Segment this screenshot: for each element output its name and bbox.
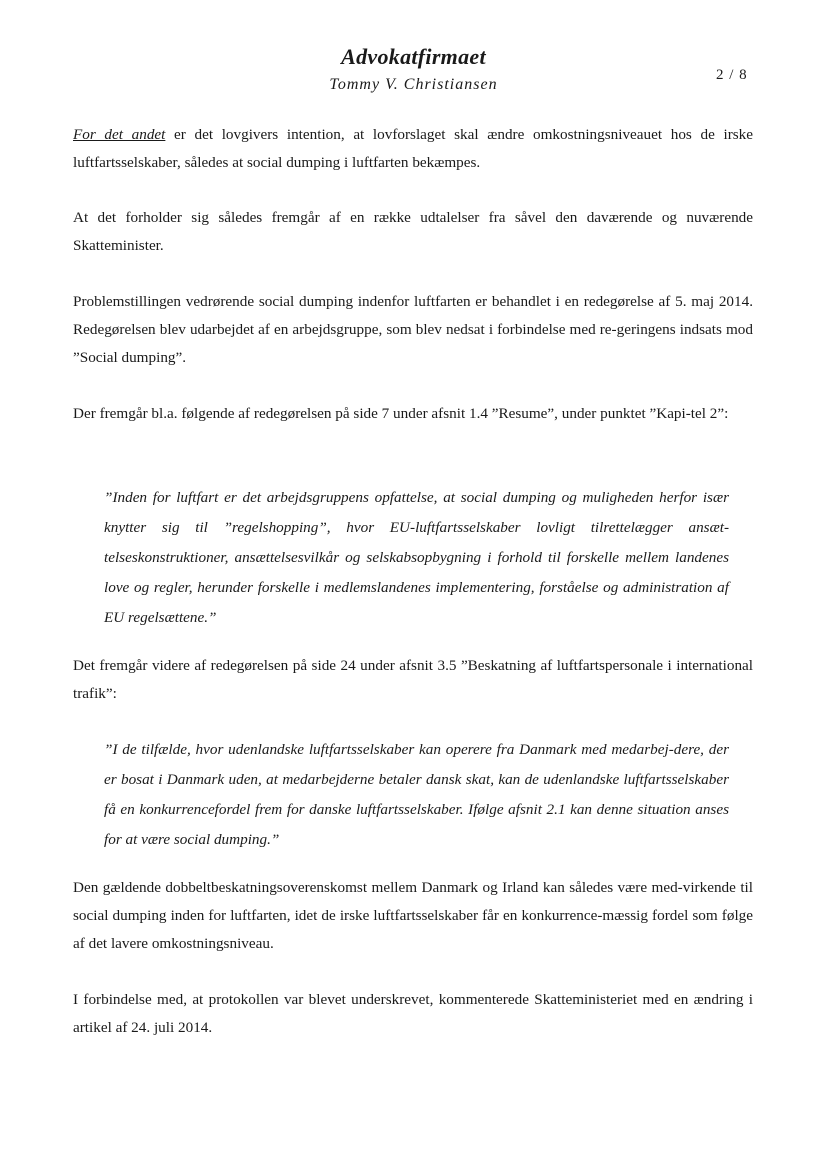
paragraph-3: Problemstillingen vedrørende social dumping indenfor luftfarten er behandlet i en redegørelse af 5. maj 2014. Redegørelsen blev udarbejdet af en arbejdsgruppe, som blev nedsat i forbindelse med re-geringens indsats mod ”Social dumping”. <box>73 293 753 366</box>
paragraph-1 <box>73 121 753 177</box>
paragraph-5: Det fremgår videre af redegørelsen på side 24 under afsnit 3.5 ”Beskatning af luftfartspersonale i international trafik”: <box>73 657 753 702</box>
page-number: 2 / 8 <box>716 67 748 83</box>
paragraph-1-lead: For det andet <box>73 126 166 143</box>
paragraph-1-rest: er det lovgivers intention, at lovforslaget skal ændre omkostningsniveauet hos de irske luftfartsselskaber, således at social dumping i luftfarten bekæmpes. <box>73 126 753 171</box>
quote-1: ”Inden for luftfart er det arbejdsgruppens opfattelse, at social dumping og muligheden herfor især knytter sig til ”regelshopping”, hvor EU-luftfartsselskaber lovligt tilrettelægger ansæt-telseskonstruktioner, ansættelsesvilkår og selskabsopbygning i forhold til forskelle mellem landenes love og regler, herunder forskelle i medlemslandenes implementering, forståelse og administration af EU regelsættene.” <box>104 489 729 626</box>
paragraph-6: Den gældende dobbeltbeskatningsoverenskomst mellem Danmark og Irland kan således være med-virkende til social dumping inden for luftfarten, idet de irske luftfartsselskaber får en konkurrence-mæssig fordel som følge af det lavere omkostningsniveau. <box>73 879 753 952</box>
paragraph-7: I forbindelse med, at protokollen var blevet underskrevet, kommenterede Skatteministeriet med en ændring i artikel af 24. juli 2014. <box>73 991 753 1036</box>
quote-2: ”I de tilfælde, hvor udenlandske luftfartsselskaber kan operere fra Danmark med medarbej-dere, der er bosat i Danmark uden, at medarbejderne betaler dansk skat, kan de udenlandske luftfartsselskaber få en konkurrencefordel frem for danske luftfartsselskaber. Ifølge afsnit 2.1 kan denne situation anses for at være social dumping.” <box>104 741 729 848</box>
firm-name: Advokatfirmaet <box>341 44 486 69</box>
paragraph-2: At det forholder sig således fremgår af en række udtalelser fra såvel den daværende og nuværende Skatteminister. <box>73 209 753 254</box>
paragraph-4: Der fremgår bl.a. følgende af redegørelsen på side 7 under afsnit 1.4 ”Resume”, under punktet ”Kapi-tel 2”: <box>73 405 729 422</box>
firm-person: Tommy V. Christiansen <box>329 76 498 93</box>
